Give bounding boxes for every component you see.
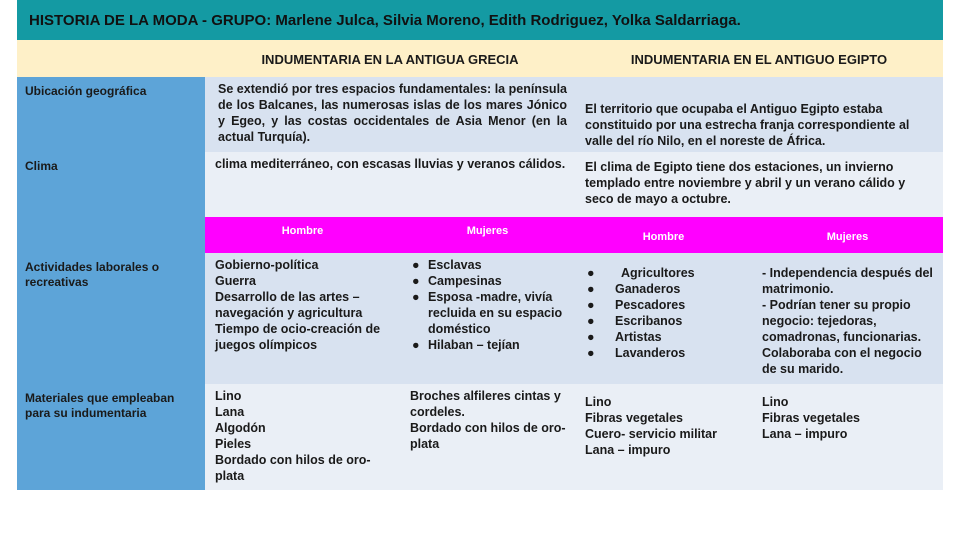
page-title: HISTORIA DE LA MODA - GRUPO: Marlene Julca, Silvia Moreno, Edith Rodriguez, Yolka Saldarriaga. [17,0,943,40]
bullet-icon: ● [587,266,595,280]
actividades-egipto-mujeres [752,253,943,384]
list-item: ● Escribanos [587,314,683,328]
list-item: Guerra [215,274,256,288]
bullet-icon: ● [412,258,420,272]
list-item: Lana [215,405,245,419]
bullet-icon: ● [587,298,595,312]
list-item: - Independencia después del matrimonio. [762,266,933,296]
label-materiales: Materiales que empleaban para su indumentaria [17,384,205,490]
clima-egipto: El clima de Egipto tiene dos estaciones, un invierno templado entre noviembre y abril y un verano cálido y seco de mayo a octubre. [575,152,943,217]
list-item: Broches alfileres cintas y cordeles. [410,389,561,419]
list-item: ● Campesinas [412,274,502,288]
bullet-icon: ● [412,290,420,304]
list-item: Lino [215,389,242,403]
list-item: Bordado con hilos de oro-plata [410,421,566,451]
list-item: ● Esclavas [412,258,482,272]
list-item: - Podrían tener su propio negocio: tejedoras, comadronas, funcionarias. Colaboraba con el negocio de su marido. [762,298,922,376]
label-empty-sub [17,217,205,253]
list-item: ● Ganaderos [587,282,681,296]
clima-grecia: clima mediterráneo, con escasas lluvias y veranos cálidos. [205,152,575,217]
actividades-grecia-mujeres [400,253,575,384]
header-empty [17,40,205,77]
list-item: ● Agricultores [587,266,695,280]
list-item: Bordado con hilos de oro-plata [215,453,371,483]
subheader-egipto-hombre: Hombre [575,217,752,253]
subheader-grecia-mujeres: Mujeres [400,217,575,253]
list-item: ● Artistas [587,330,662,344]
actividades-grecia-hombre [205,253,400,384]
materiales-egipto-hombre [575,384,752,490]
list-item: Fibras vegetales [585,411,683,425]
bullet-icon: ● [587,314,595,328]
actividades-egipto-hombre [575,253,752,384]
bullet-icon: ● [412,274,420,288]
bullet-icon: ● [587,346,595,360]
list-item: ● Hilaban – tejían [412,338,520,352]
bullet-icon: ● [587,282,595,296]
list-item: Fibras vegetales [762,411,860,425]
list-item: Desarrollo de las artes – navegación y agricultura [215,290,363,320]
bullet-list [585,265,744,361]
list-item: Lino [585,395,612,409]
materiales-grecia-mujeres [400,384,575,490]
bullet-icon: ● [587,330,595,344]
label-ubicacion: Ubicación geográfica [17,77,205,152]
list-item: Gobierno-política [215,258,319,272]
list-item: Tiempo de ocio-creación de juegos olímpicos [215,322,381,352]
materiales-egipto-mujeres [752,384,943,490]
list-item: Algodón [215,421,266,435]
label-clima: Clima [17,152,205,217]
subheader-grecia-hombre: Hombre [205,217,400,253]
list-item: ● Esposa -madre, vivía recluida en su espacio doméstico [412,290,563,336]
list-item: ● Lavanderos [587,346,686,360]
header-egipto: INDUMENTARIA EN EL ANTIGUO EGIPTO [575,40,943,77]
materiales-grecia-hombre [205,384,400,490]
header-grecia: INDUMENTARIA EN LA ANTIGUA GRECIA [205,40,575,77]
ubicacion-grecia: Se extendió por tres espacios fundamentales: la península de los Balcanes, las numerosas islas de los mares Jónico y Egeo, y las costas occidentales de Asia Menor (en la actual Turquía). [205,77,575,152]
list-item: ● Pescadores [587,298,686,312]
bullet-icon: ● [412,338,420,352]
label-actividades: Actividades laborales o recreativas [17,253,205,384]
list-item: Lino [762,395,789,409]
bullet-list [410,257,567,353]
list-item: Lana – impuro [585,443,671,457]
list-item: Lana – impuro [762,427,848,441]
ubicacion-egipto: El territorio que ocupaba el Antiguo Egipto estaba constituido por una estrecha franja correspondiente al valle del río Nilo, en el noreste de África. [575,77,943,152]
list-item: Pieles [215,437,252,451]
list-item: Cuero- servicio militar [585,427,717,441]
subheader-egipto-mujeres: Mujeres [752,217,943,253]
